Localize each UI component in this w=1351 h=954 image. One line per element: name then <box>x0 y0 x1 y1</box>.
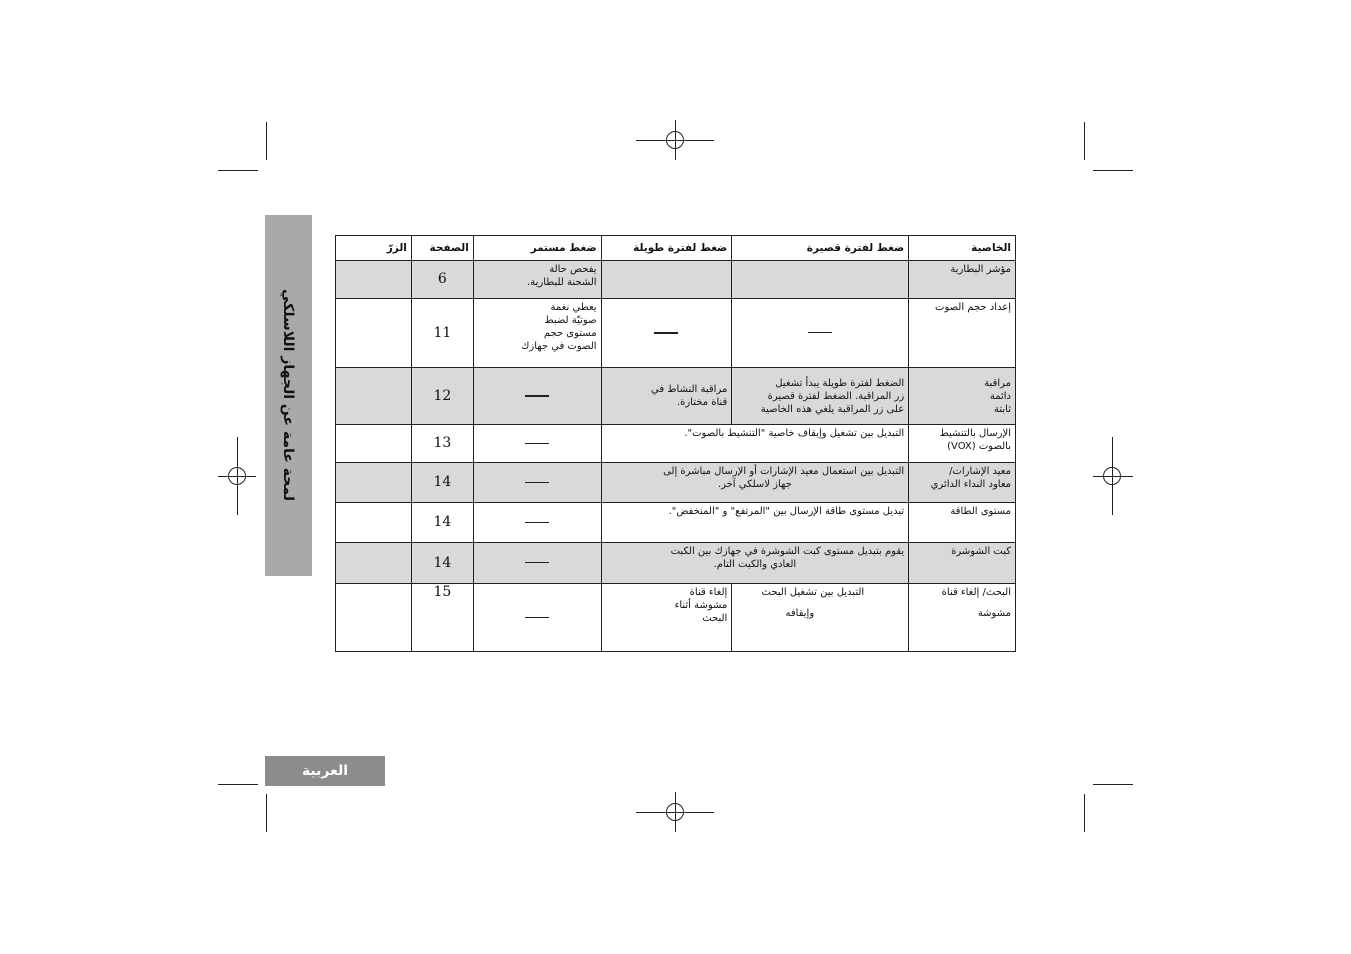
button-cell <box>336 368 412 425</box>
page-cell: 14 <box>411 543 473 584</box>
language-tab: العربية <box>265 756 385 786</box>
crop-mark <box>1093 170 1133 171</box>
dash-icon <box>654 332 678 334</box>
button-cell <box>336 584 412 652</box>
crop-mark <box>218 784 258 785</box>
button-cell <box>336 543 412 584</box>
crop-mark <box>1084 794 1085 832</box>
crop-mark <box>1084 122 1085 160</box>
dash-icon <box>525 482 549 483</box>
table-row <box>336 584 1016 652</box>
long-press-cell <box>601 299 732 368</box>
side-section-title: لمحة عامة عن الجهاز اللاسلكي <box>280 288 296 502</box>
feature-cell: مستوى الطاقة <box>909 503 1016 543</box>
table-row <box>336 503 1016 543</box>
registration-circle-icon <box>228 467 246 485</box>
page-cell: 6 <box>411 261 473 299</box>
header-feature: الخاصية <box>909 236 1016 261</box>
dash-icon <box>525 617 549 618</box>
feature-cell: الإرسال بالتنشيط بالصوت (VOX) <box>909 425 1016 463</box>
crop-mark <box>218 170 258 171</box>
button-cell <box>336 261 412 299</box>
page-cell: 11 <box>411 299 473 368</box>
button-cell <box>336 299 412 368</box>
continuous-press-cell <box>473 368 601 425</box>
short-press-cell: التبديل بين تشغيل البحث وإيقافه <box>732 584 909 652</box>
registration-circle-icon <box>1103 467 1121 485</box>
feature-table <box>335 235 1016 652</box>
registration-circle-icon <box>666 803 684 821</box>
page-cell: 12 <box>411 368 473 425</box>
feature-cell: مراقبة دائمة ثابتة <box>909 368 1016 425</box>
registration-circle-icon <box>666 131 684 149</box>
continuous-press-cell: يعطي نغمة صوتيّة لضبط مستوى حجم الصوت في جهازك <box>473 299 601 368</box>
dash-icon <box>525 443 549 444</box>
page-cell: 15 <box>411 584 473 652</box>
crop-mark <box>266 122 267 160</box>
button-cell <box>336 503 412 543</box>
short-long-press-cell: التبديل بين تشغيل وإيقاف خاصية "التنشيط بالصوت". <box>601 425 909 463</box>
side-section-tab <box>265 215 312 576</box>
long-press-cell: إلغاء قناة مشوشة أثناء البحث <box>601 584 732 652</box>
table-row <box>336 425 1016 463</box>
short-press-cell <box>732 299 909 368</box>
feature-cell: إعداد حجم الصوت <box>909 299 1016 368</box>
header-page: الصفحة <box>411 236 473 261</box>
feature-cell: مؤشر البطارية <box>909 261 1016 299</box>
continuous-press-cell <box>473 425 601 463</box>
header-continuous-press: ضغط مستمر <box>473 236 601 261</box>
short-long-press-cell: التبديل بين استعمال معيد الإشارات أو الإرسال مباشرة إلى جهاز لاسلكي آخر. <box>601 463 909 503</box>
table-row <box>336 299 1016 368</box>
header-long-press: ضغط لفترة طويلة <box>601 236 732 261</box>
short-long-press-cell: يقوم بتبديل مستوى كبت الشوشرة في جهازك بين الكبت العادي والكبت التام. <box>601 543 909 584</box>
feature-cell: كبت الشوشرة <box>909 543 1016 584</box>
short-press-cell: الضغط لفترة طويلة يبدأ تشغيل زر المراقبة. الضغط لفترة قصيرة على زر المراقبة يلغي هذه الخاصية <box>732 368 909 425</box>
continuous-press-cell <box>473 543 601 584</box>
crop-mark <box>266 794 267 832</box>
table-row <box>336 368 1016 425</box>
continuous-press-cell <box>473 503 601 543</box>
button-cell <box>336 425 412 463</box>
page-cell: 13 <box>411 425 473 463</box>
dash-icon <box>525 395 549 397</box>
long-press-cell <box>601 261 732 299</box>
feature-cell: البحث/ إلغاء قناة مشوشة <box>909 584 1016 652</box>
crop-mark <box>1093 784 1133 785</box>
feature-cell: معيد الإشارات/ معاود النداء الدائري <box>909 463 1016 503</box>
header-button: الزرّ <box>336 236 412 261</box>
table-row <box>336 261 1016 299</box>
dash-icon <box>808 332 832 333</box>
table-row <box>336 543 1016 584</box>
long-press-cell: مراقبة النشاط في قناة مختارة. <box>601 368 732 425</box>
short-long-press-cell: تبديل مستوى طاقة الإرسال بين "المرتفع" و "المنخفض". <box>601 503 909 543</box>
page-cell: 14 <box>411 503 473 543</box>
continuous-press-cell <box>473 463 601 503</box>
continuous-press-cell: يفحص حالة الشحنة للبطارية. <box>473 261 601 299</box>
header-short-press: ضغط لفترة قصيرة <box>732 236 909 261</box>
button-cell <box>336 463 412 503</box>
short-press-cell <box>732 261 909 299</box>
dash-icon <box>525 522 549 523</box>
table-row <box>336 463 1016 503</box>
table-header-row <box>336 236 1016 261</box>
continuous-press-cell <box>473 584 601 652</box>
page-cell: 14 <box>411 463 473 503</box>
dash-icon <box>525 562 549 563</box>
